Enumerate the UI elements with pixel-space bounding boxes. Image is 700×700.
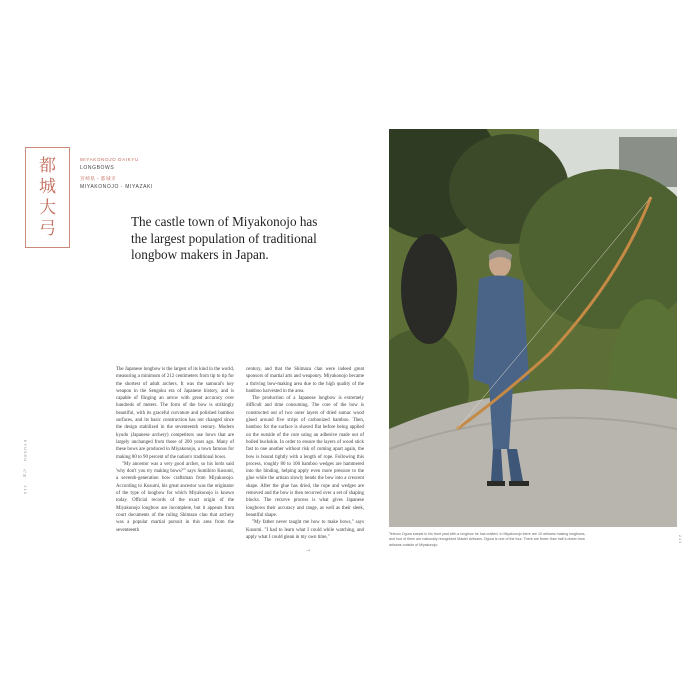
kanji-char: 弓	[39, 218, 56, 239]
headline-line: longbow makers in Japan.	[131, 247, 269, 262]
eyebrow-location-jp: 宮崎県・都城市	[80, 176, 117, 181]
photo-rock	[401, 234, 457, 344]
headline	[131, 214, 361, 264]
eyebrow-craft-en: LONGBOWS	[80, 165, 115, 171]
eyebrow-location	[80, 175, 220, 191]
kanji-char: 城	[39, 176, 56, 197]
kanji-char: 都	[39, 155, 56, 176]
eyebrow-craft-jp: MIYAKONOJO DAIKYU	[80, 157, 139, 162]
headline-line: The castle town of Miyakonojo has	[131, 214, 318, 229]
kanji-title-box	[25, 147, 70, 248]
body-column-1	[116, 366, 234, 541]
body-paragraph: The Japanese longbow is the largest of its kind in the world, measuring a minimum of 212 centimeters from tip to tip for the shortest of adult archers. It was the samurai's key weapon in the Sengoku era of Japanese history, and is capable of flinging an arrow with great accuracy over hundreds of meters. The form of the bow is strikingly beautiful, with its graceful curvature and polished bamboo surfaces, and its basic construction has not changed since the design stabilized in the seventeenth century. Modern kyudo (Japanese archery) competitors use bows that are largely unchanged from those of 200 years ago. Many of these bows are produced in Miyakonojo, a town famous for making 80 to 90 percent of the nation's traditional bows.	[116, 367, 234, 460]
body-paragraph: "My ancestor was a very good archer, so his lords said 'why don't you try making bows?'" says Sumihiro Kusumi, a seventh-generation bow craftsman from Miyakonojo. According to Kusumi, his great ancestor was the originator of the type of longbow for which Miyakonojo is known today. Official records of the exact origin of the Miyakonojo longbow are incomplete, but it appears from court documents of the ruling Shimazu clan that archery was a popular martial pursuit in this area from the seventeenth	[116, 461, 234, 533]
photo-illustration	[389, 129, 677, 527]
side-label-left: KYUSHU · 九州 · 213	[23, 440, 27, 495]
kanji-char: 大	[39, 197, 56, 218]
body-paragraph: The production of a Japanese longbow is extremely difficult and time consuming. The core of the bow is constructed out of two outer layers of dried sumac wood glued around five strips of carbonized bamboo. Then, bamboo for the surface is shaved flat before being applied on the outside of the core using an adhesive made out of boiled buckskin. In order to ensure the layers of wood stick fast to one another without risk of coming apart again, the bow is bound tightly with a length of rope. Following this process, roughly 80 to 100 bamboo wedges are hammered into the binding, helping apply even more pressure to the glue while the artisan slowly bends the bow into a crescent shape. After the glue has dried, the rope and wedges are removed and the bow is then recurved over a set of shaping blocks. The recurve process is what gives Japanese longbows their accuracy and range, as well as their sleek, beautiful shape.	[246, 396, 364, 518]
side-label-right: 214	[678, 535, 682, 545]
body-column-2	[246, 366, 364, 541]
headline-line: the largest population of traditional	[131, 230, 317, 246]
body-paragraph: century, and that the Shimazu clan were indeed great sponsors of martial arts and weaponry. Miyakonojo became a thriving bow-making area due to the high quality of the bamboo harvested in the area.	[246, 367, 364, 394]
eyebrow-craft	[80, 156, 220, 172]
photo-man-sandal	[487, 481, 505, 486]
photo-caption: Tetsuro Ogura stands in his front yard with a longbow he has crafted. In Miyakonojo there are 10 artisans making longbows, and four of them are nationally recognized Master Artisans. Ogura is one of the four. There are fewer than half a dozen bow artisans outside of Miyakonojo.	[389, 532, 586, 547]
photo-bow-artisan	[389, 129, 677, 527]
body-paragraph: "My father never taught me how to make bows," says Kusumi. "I had to learn what I could while watching, and apply what I could glean in my own time,"	[246, 520, 364, 540]
body-columns	[116, 366, 364, 541]
arrow-right-icon: →	[306, 548, 311, 554]
photo-man-leg	[491, 449, 503, 481]
photo-man-sandal	[509, 481, 529, 486]
eyebrow-location-en: MIYAKONOJO · MIYAZAKI	[80, 184, 153, 190]
